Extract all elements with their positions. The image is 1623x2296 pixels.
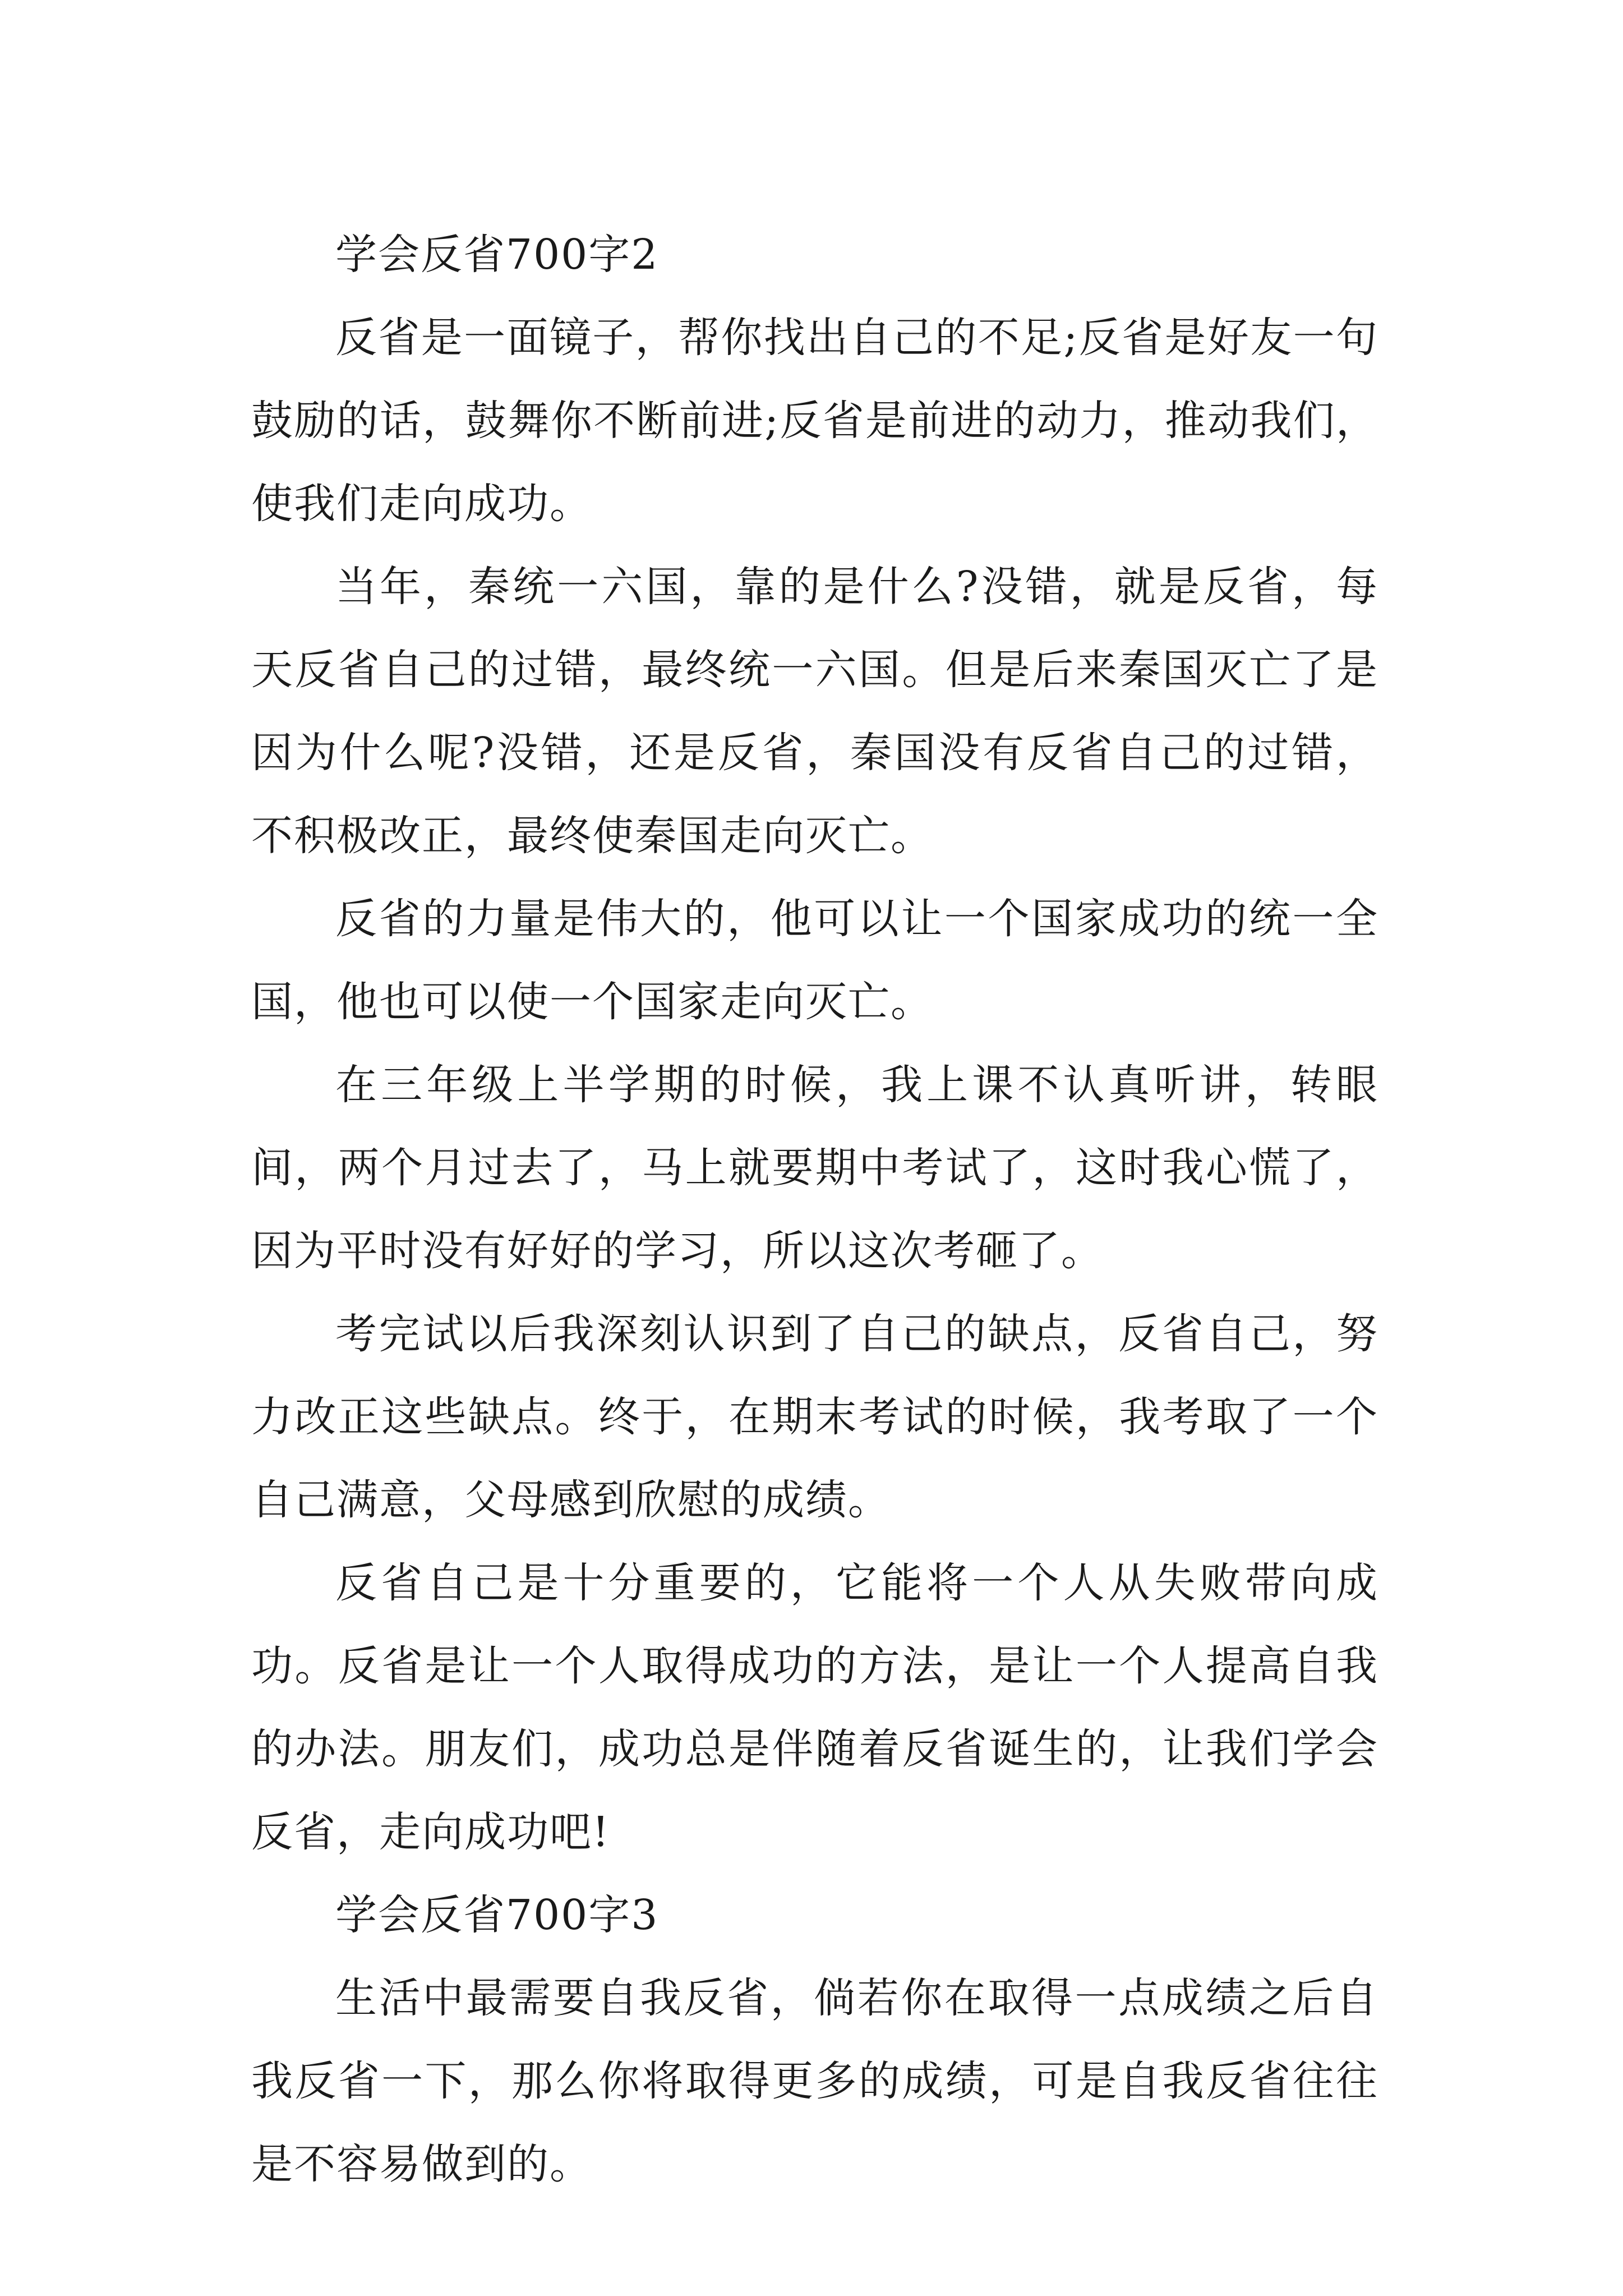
section-heading: 学会反省700字2 bbox=[335, 231, 659, 279]
section-heading: 学会反省700字3 bbox=[335, 1891, 659, 1939]
document-page bbox=[251, 213, 1378, 2206]
paragraph: 在三年级上半学期的时候，我上课不认真听讲，转眼间，两个月过去了，马上就要期中考试了，这时我心慌了，因为平时没有好好的学习，所以这次考砸了。 bbox=[251, 1061, 1378, 1275]
paragraph: 反省自己是十分重要的，它能将一个人从失败带向成功。反省是让一个人取得成功的方法，是让一个人提高自我的办法。朋友们，成功总是伴随着反省诞生的，让我们学会反省，走向成功吧! bbox=[251, 1559, 1378, 1856]
paragraph: 反省是一面镜子，帮你找出自己的不足;反省是好友一句鼓励的话，鼓舞你不断前进;反省是前进的动力，推动我们，使我们走向成功。 bbox=[251, 314, 1378, 528]
paragraph: 考完试以后我深刻认识到了自己的缺点，反省自己，努力改正这些缺点。终于，在期末考试的时候，我考取了一个自己满意，父母感到欣慰的成绩。 bbox=[251, 1310, 1378, 1524]
paragraph: 生活中最需要自我反省，倘若你在取得一点成绩之后自我反省一下，那么你将取得更多的成绩，可是自我反省往往是不容易做到的。 bbox=[251, 1974, 1378, 2188]
paragraph: 当年，秦统一六国，靠的是什么?没错，就是反省，每天反省自己的过错，最终统一六国。但是后来秦国灭亡了是因为什么呢?没错，还是反省，秦国没有反省自己的过错，不积极改正，最终使秦国走向灭亡。 bbox=[251, 563, 1378, 860]
paragraph: 反省的力量是伟大的，他可以让一个国家成功的统一全国，他也可以使一个国家走向灭亡。 bbox=[251, 895, 1378, 1026]
